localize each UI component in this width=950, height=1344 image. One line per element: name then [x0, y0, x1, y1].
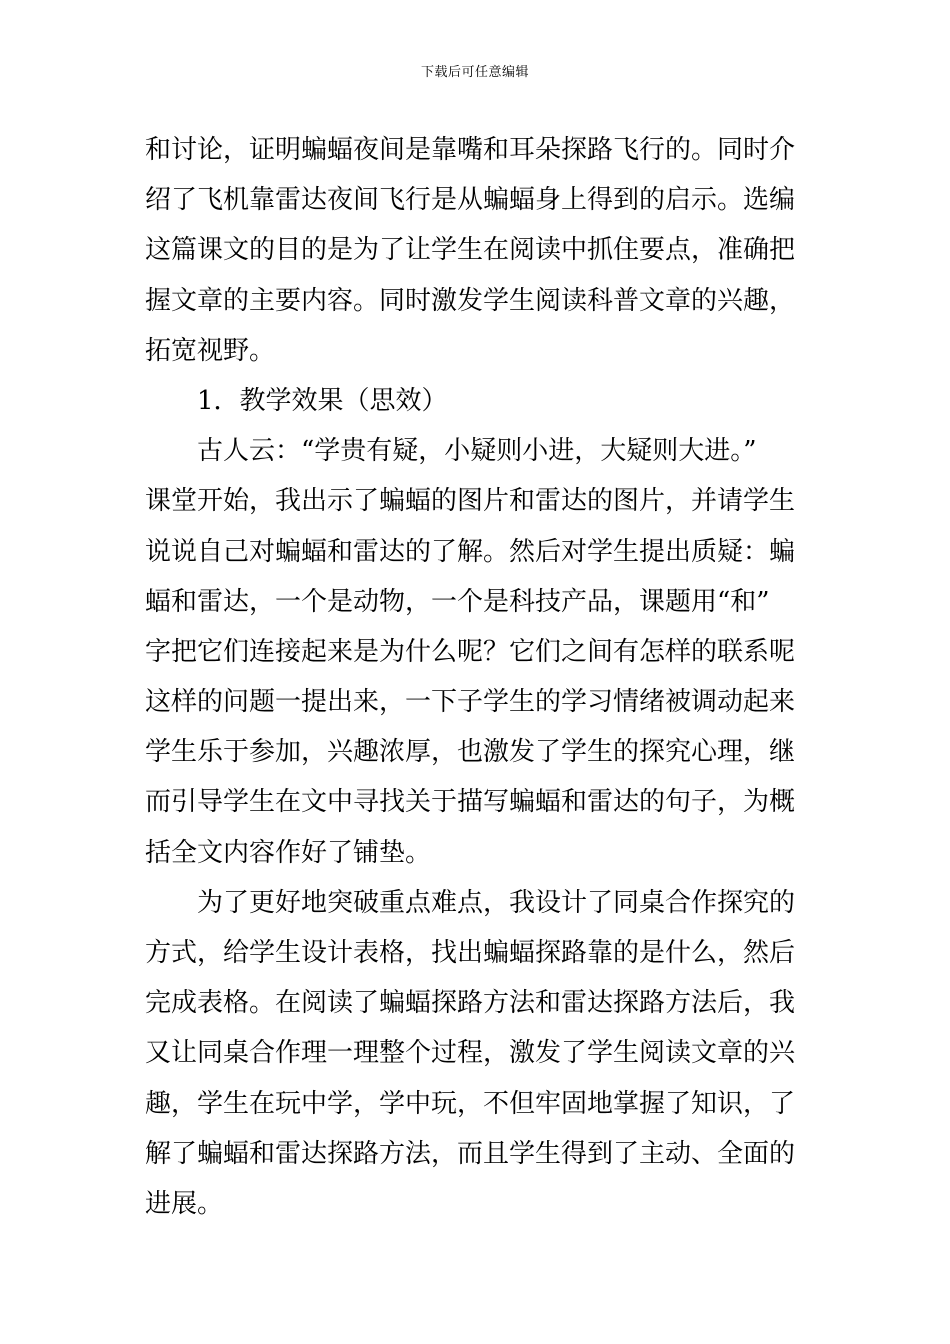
text-line: 这篇课文的目的是为了让学生在阅读中抓住要点，准确把	[145, 235, 796, 266]
text-line: 而引导学生在文中寻找关于描写蝙蝠和雷达的句子，为概	[145, 787, 796, 818]
text-line: 和讨论，证明蝙蝠夜间是靠嘴和耳朵探路飞行的。同时介	[145, 135, 796, 165]
text-line: 绍了飞机靠雷达夜间飞行是从蝙蝠身上得到的启示。选编	[145, 185, 796, 216]
text-line: 这样的问题一提出来，一下子学生的学习情绪被调动起来	[145, 687, 796, 718]
text-line: 括全文内容作好了铺垫。	[145, 837, 432, 868]
text-line: 解了蝙蝠和雷达探路方法，而且学生得到了主动、全面的	[145, 1138, 796, 1169]
text-line: 趣，学生在玩中学，学中玩，不但牢固地掌握了知识，了	[145, 1088, 796, 1119]
document-body	[145, 125, 807, 1229]
page-header: 下载后可任意编辑	[420, 65, 529, 80]
text-line: 古人云：“学贵有疑，小疑则小进，大疑则大进。”	[197, 436, 757, 467]
text-line: 学生乐于参加，兴趣浓厚，也激发了学生的探究心理，继	[145, 737, 796, 768]
text-line: 字把它们连接起来是为什么呢？它们之间有怎样的联系呢	[145, 636, 796, 667]
text-line: 进展。	[145, 1188, 224, 1219]
text-line: 1．教学效果（思效）	[197, 385, 448, 416]
text-line: 又让同桌合作理一理整个过程，激发了学生阅读文章的兴	[145, 1038, 796, 1069]
text-line: 课堂开始，我出示了蝙蝠的图片和雷达的图片，并请学生	[145, 486, 796, 517]
text-line: 完成表格。在阅读了蝙蝠探路方法和雷达探路方法后，我	[145, 988, 796, 1019]
text-line: 方式，给学生设计表格，找出蝙蝠探路靠的是什么，然后	[145, 938, 796, 968]
text-line: 为了更好地突破重点难点，我设计了同桌合作探究的	[197, 887, 796, 918]
text-line: 拓宽视野。	[145, 335, 276, 366]
text-line: 说说自己对蝙蝠和雷达的了解。然后对学生提出质疑：蝙	[145, 536, 796, 567]
text-line: 蝠和雷达，一个是动物，一个是科技产品，课题用“和”	[145, 586, 770, 617]
text-line: 握文章的主要内容。同时激发学生阅读科普文章的兴趣，	[145, 285, 796, 316]
